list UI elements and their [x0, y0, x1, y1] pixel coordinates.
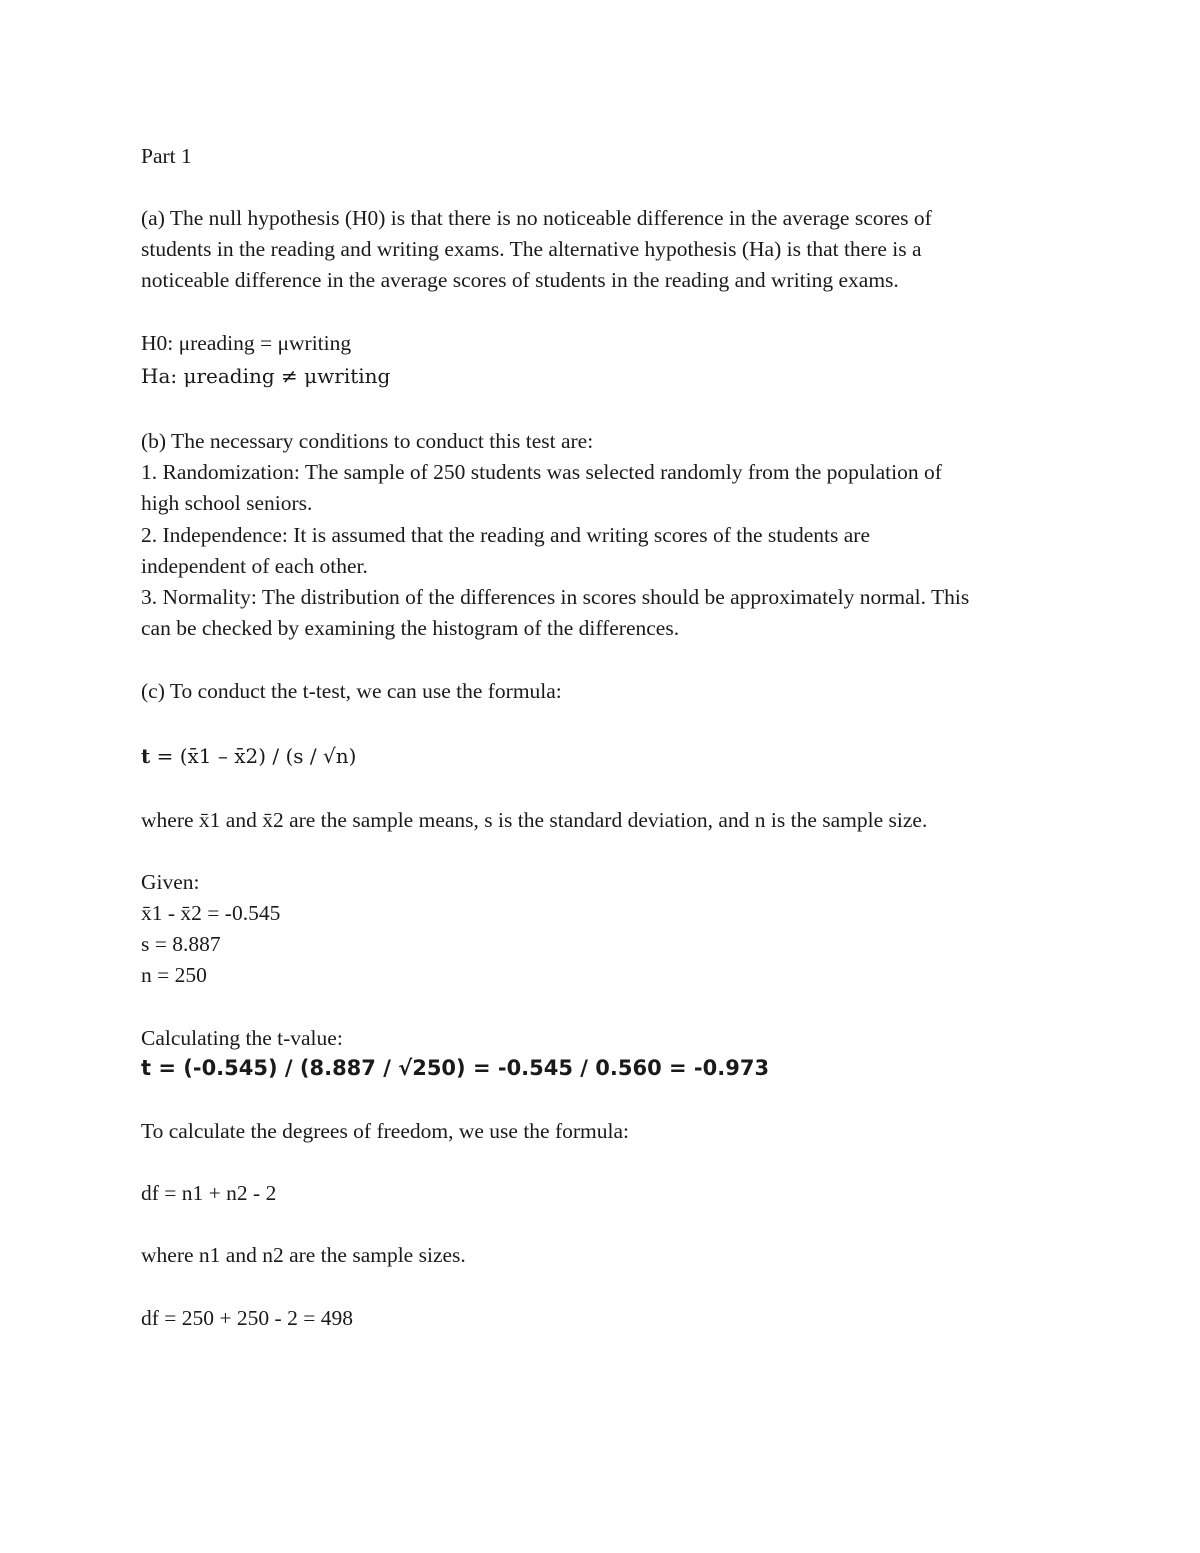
condition-1-line-1: 1. Randomization: The sample of 250 students was selected randomly from the population of	[141, 460, 942, 484]
alternative-hypothesis-formula: Ha: μreading ≠ μwriting	[141, 364, 391, 388]
given-label: Given:	[141, 870, 200, 894]
given-sample-size: n = 250	[141, 963, 207, 987]
condition-2-line-2: independent of each other.	[141, 554, 368, 578]
document-page	[141, 0, 1061, 1553]
t-test-formula-t: t	[141, 744, 151, 768]
part-a-line-2: students in the reading and writing exams. The alternative hypothesis (Ha) is that there is a	[141, 237, 922, 261]
part-c-intro: (c) To conduct the t-test, we can use the formula:	[141, 679, 562, 703]
t-test-formula	[141, 742, 356, 770]
degrees-of-freedom-formula: df = n1 + n2 - 2	[141, 1181, 277, 1205]
given-mean-difference: x̄1 - x̄2 = -0.545	[141, 901, 281, 925]
degrees-of-freedom-result: df = 250 + 250 - 2 = 498	[141, 1306, 353, 1330]
part-b-intro: (b) The necessary conditions to conduct this test are:	[141, 429, 594, 453]
condition-2-line-1: 2. Independence: It is assumed that the reading and writing scores of the students are	[141, 523, 870, 547]
sample-sizes-explanation: where n1 and n2 are the sample sizes.	[141, 1243, 466, 1267]
part-a-line-3: noticeable difference in the average scores of students in the reading and writing exams.	[141, 268, 899, 292]
calculation-label: Calculating the t-value:	[141, 1026, 343, 1050]
t-value-calculation: t = (-0.545) / (8.887 / √250) = -0.545 / 0.560 = -0.973	[141, 1056, 770, 1080]
formula-explanation: where x̄1 and x̄2 are the sample means, s is the standard deviation, and n is the sample size.	[141, 808, 928, 832]
given-standard-deviation: s = 8.887	[141, 932, 221, 956]
condition-3-line-2: can be checked by examining the histogram of the differences.	[141, 616, 680, 640]
t-test-formula-expression: = (x̄1 – x̄2) / (s / √n)	[150, 744, 357, 768]
heading-part-1: Part 1	[141, 144, 192, 168]
degrees-of-freedom-intro: To calculate the degrees of freedom, we use the formula:	[141, 1119, 630, 1143]
part-a-line-1: (a) The null hypothesis (H0) is that there is no noticeable difference in the average scores of	[141, 206, 932, 230]
null-hypothesis-formula: H0: μreading = μwriting	[141, 331, 352, 355]
condition-3-line-1: 3. Normality: The distribution of the differences in scores should be approximately normal. This	[141, 585, 970, 609]
condition-1-line-2: high school seniors.	[141, 491, 313, 515]
